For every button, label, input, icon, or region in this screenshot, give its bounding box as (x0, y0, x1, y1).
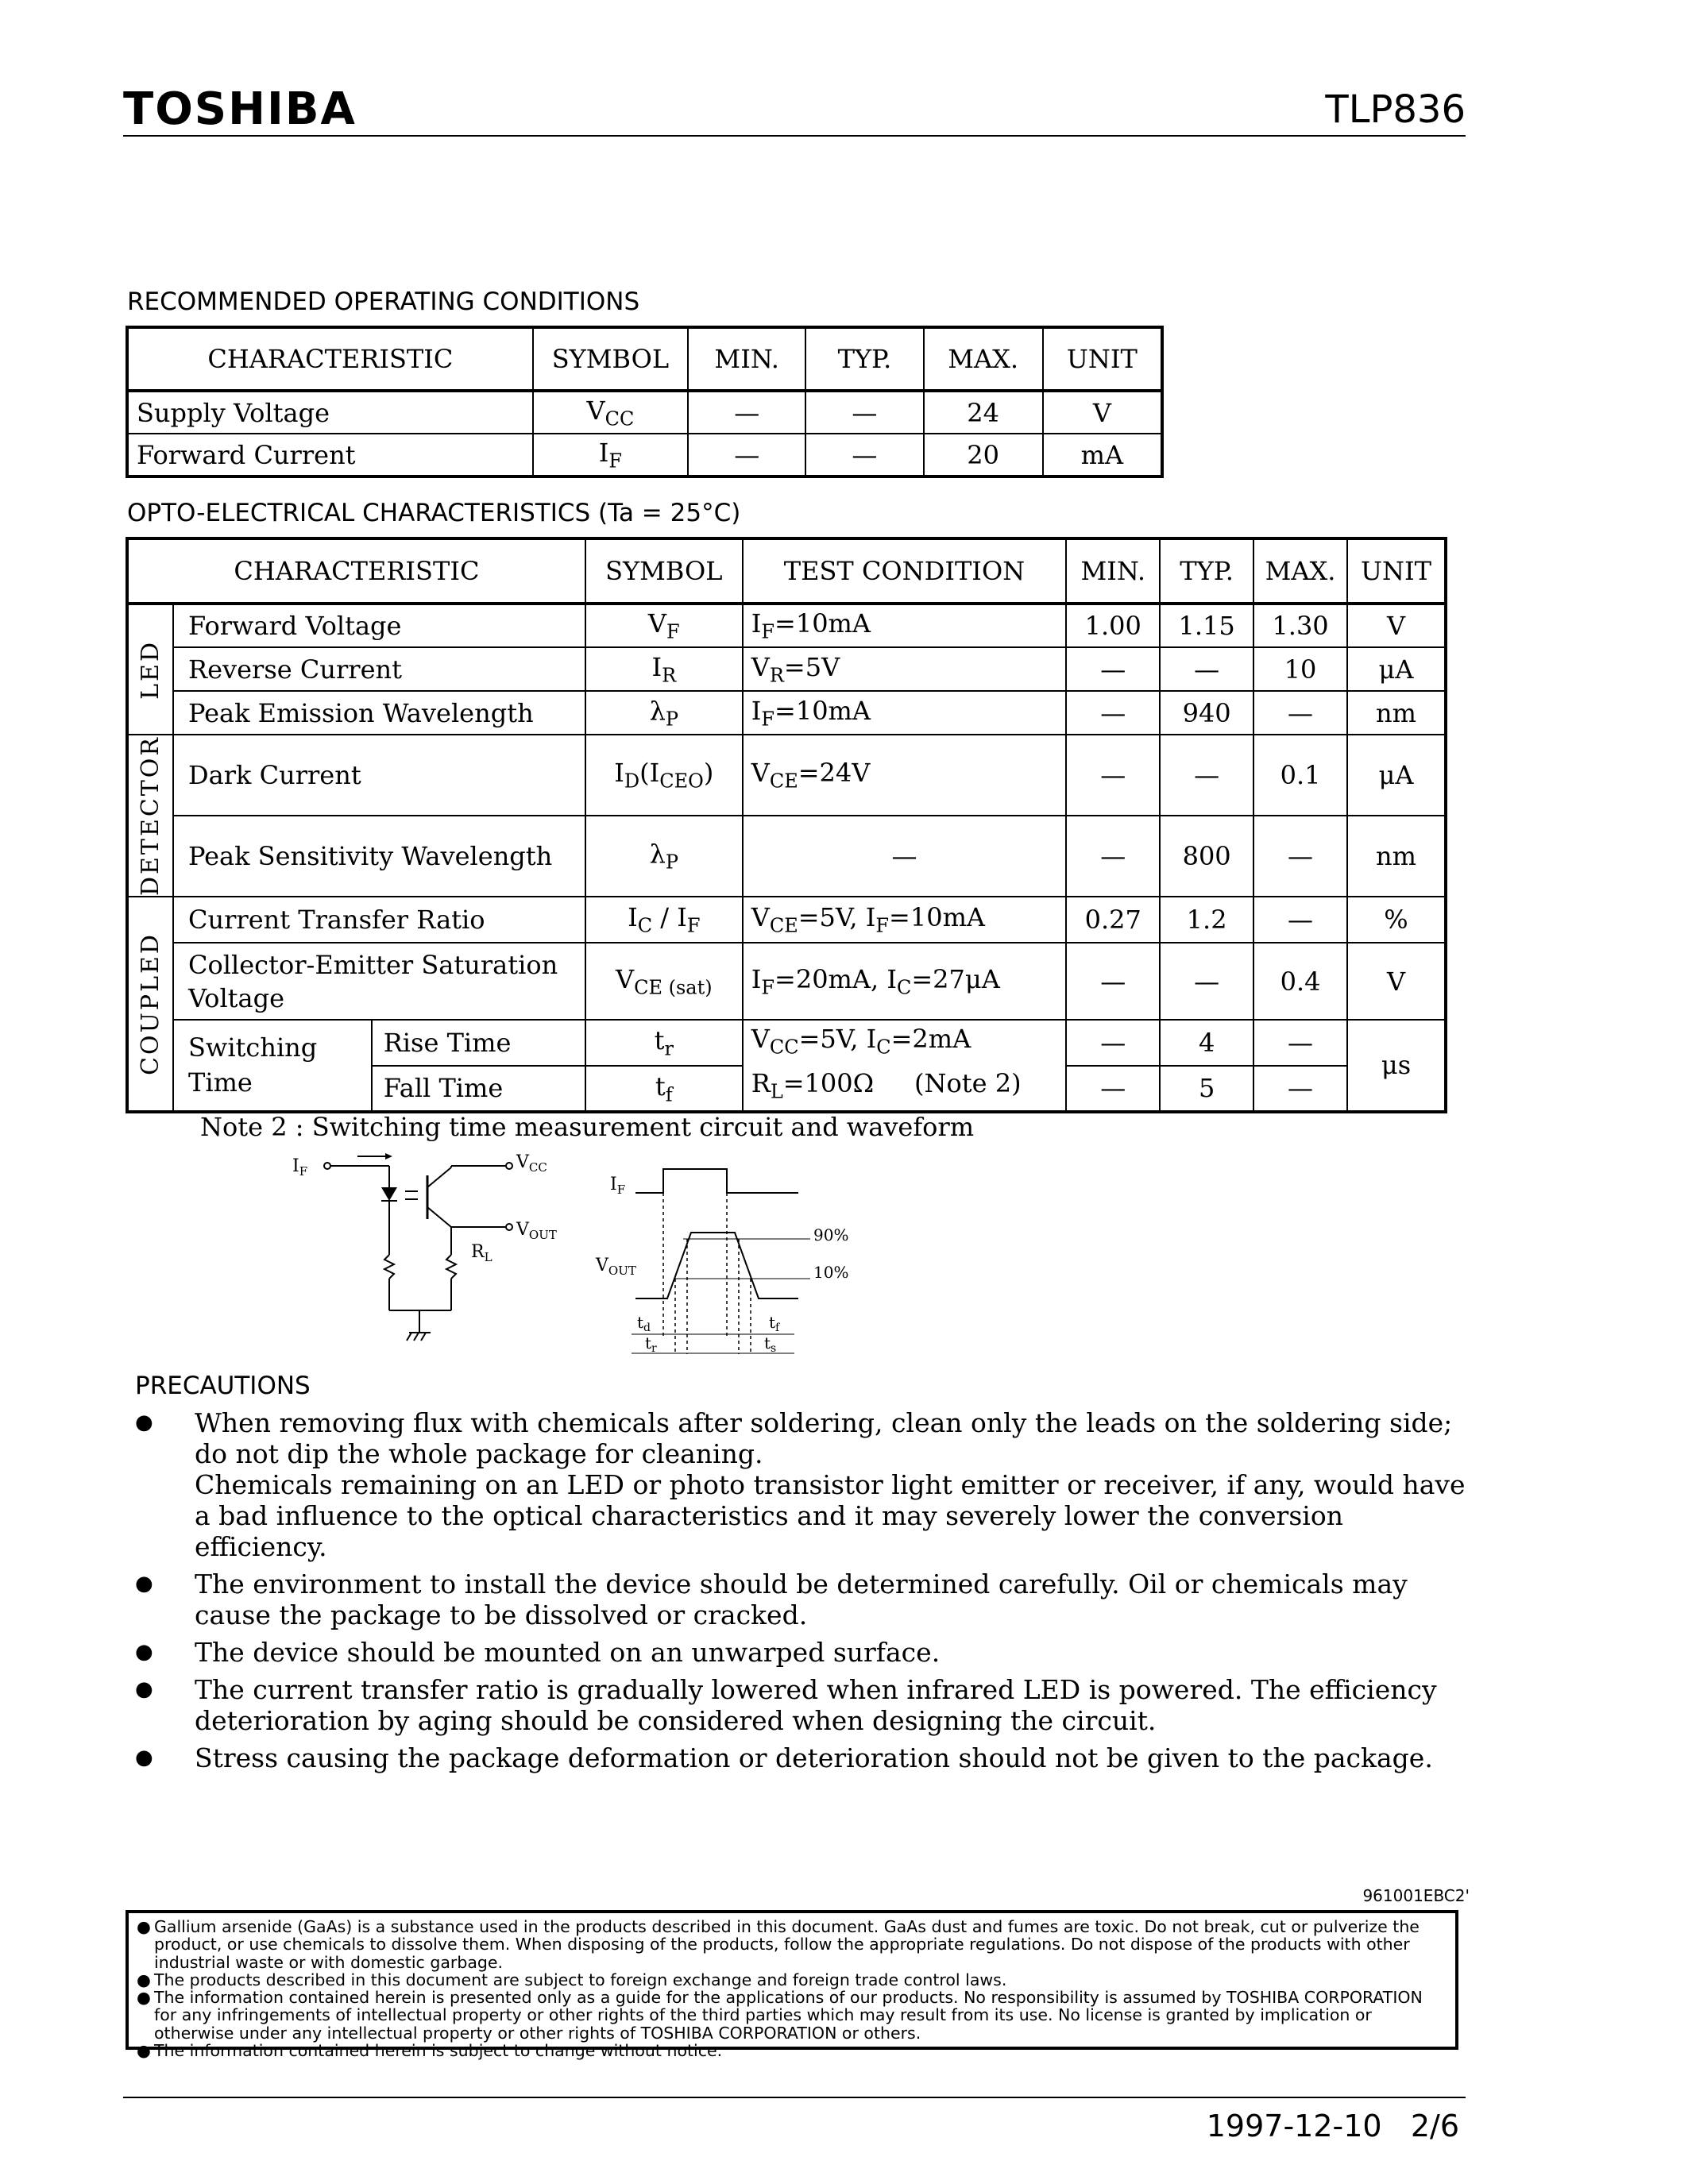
row-characteristic: Reverse Current (173, 647, 585, 691)
footer-date: 1997-12-10 (1206, 2109, 1382, 2143)
row-symbol: $\lambda_P$ (585, 691, 743, 735)
label-tr: $t_r$ (645, 1333, 657, 1355)
col-typ: TYP. (805, 327, 923, 391)
group-led: LED (127, 604, 173, 735)
row-symbol: $V_F$ (585, 604, 743, 647)
opto-table (126, 537, 1447, 1113)
row-min: — (1066, 691, 1160, 735)
row-typ: 5 (1160, 1066, 1253, 1112)
row-unit: V (1043, 391, 1162, 434)
rec-op-header-row (127, 327, 1162, 391)
table-row (127, 735, 1446, 816)
row-symbol: $V_{CE (sat)}$ (585, 943, 743, 1020)
col-max: MAX. (924, 327, 1043, 391)
row-max: — (1253, 1020, 1347, 1066)
precautions-list (135, 1407, 1470, 1780)
row-max: 0.4 (1253, 943, 1347, 1020)
row-symbol: $I_D(I_{CEO})$ (585, 735, 743, 816)
resistor-r1-icon (384, 1255, 394, 1279)
row-unit: % (1347, 897, 1446, 943)
circuit-label-rl: $R_L$ (471, 1242, 492, 1264)
bullet-icon: ● (135, 1410, 153, 1434)
row-max: — (1253, 691, 1347, 735)
row-unit: V (1347, 604, 1446, 647)
row-symbol: $t_r$ (585, 1020, 743, 1066)
row-subcharacteristic: Rise Time (372, 1020, 585, 1066)
header-rule (123, 135, 1466, 137)
bullet-icon: ● (137, 1917, 151, 1936)
circuit-label-vout: $V_{OUT}$ (516, 1220, 557, 1242)
bullet-icon: ● (137, 1970, 151, 1989)
row-symbol: $I_F$ (533, 434, 688, 477)
row-characteristic: Peak Emission Wavelength (173, 691, 585, 735)
row-symbol: $I_C / I_F$ (585, 897, 743, 943)
ground-hatch-2 (414, 1333, 419, 1341)
disclaimer-item: ● Gallium arsenide (GaAs) is a substance used in the products described in this document. GaAs dust and fumes are toxic. Do not break, cut or pulverize the product, or use chemicals to dissolve them. When disposing of the products, follow the appropriate regulations. Do not dispose of the products with other industrial waste or with domestic garbage. (137, 1917, 1420, 1972)
row-max: 20 (924, 434, 1043, 477)
row-characteristic: Collector-Emitter Saturation Voltage (173, 943, 585, 1020)
row-unit: μs (1347, 1020, 1446, 1112)
col-max: MAX. (1253, 538, 1347, 604)
switching-waveform-diagram (588, 1160, 858, 1366)
table-row (127, 434, 1162, 477)
footer-date-page (1207, 2109, 1459, 2143)
label-td: $t_d$ (637, 1313, 651, 1334)
precautions-title: PRECAUTIONS (135, 1372, 311, 1400)
row-characteristic: Switching Time (173, 1020, 372, 1112)
vcc-terminal (506, 1163, 512, 1169)
circuit-label-if: $I_F$ (292, 1156, 308, 1179)
row-condition: — (743, 816, 1067, 897)
bullet-icon: ● (135, 1572, 153, 1596)
row-max: — (1253, 897, 1347, 943)
row-min: — (688, 434, 805, 477)
row-min: — (1066, 647, 1160, 691)
table-row (127, 391, 1162, 434)
brand-logo: TOSHIBA (123, 83, 357, 135)
list-item: ● The environment to install the device should be determined carefully. Oil or chemicals may cause the package to be dissolved or cracked. (135, 1569, 1408, 1630)
bullet-icon: ● (137, 2041, 151, 2061)
row-symbol: $t_f$ (585, 1066, 743, 1112)
row-characteristic: Dark Current (173, 735, 585, 816)
list-item: ● The current transfer ratio is gradually lowered when infrared LED is powered. The efficiency deterioration by aging should be considered when designing the circuit. (135, 1674, 1437, 1736)
document-code: 961001EBC2' (1362, 1886, 1470, 1905)
part-number: TLP836 (1325, 87, 1466, 132)
row-typ: — (1160, 647, 1253, 691)
table-row (127, 1020, 1446, 1066)
phototransistor-emitter (427, 1207, 451, 1227)
row-max: 24 (924, 391, 1043, 434)
row-typ: — (805, 434, 923, 477)
row-unit: nm (1347, 816, 1446, 897)
waveform-label-if: $I_F$ (610, 1175, 626, 1197)
row-typ: 1.15 (1160, 604, 1253, 647)
col-test-condition: TEST CONDITION (743, 538, 1067, 604)
opto-title: OPTO-ELECTRICAL CHARACTERISTICS (Ta = 25°C) (127, 499, 741, 527)
row-max: — (1253, 1066, 1347, 1112)
row-typ: 940 (1160, 691, 1253, 735)
list-item: ● Stress causing the package deformation or deterioration should not be given to the package. (135, 1742, 1433, 1773)
row-symbol: $V_{CC}$ (533, 391, 688, 434)
row-condition: $V_{CE}=5V$, $I_F=10mA$ (743, 897, 1067, 943)
row-min: — (1066, 1066, 1160, 1112)
label-tf: $t_f$ (769, 1313, 780, 1334)
col-symbol: SYMBOL (533, 327, 688, 391)
measurement-circuit-diagram (286, 1144, 572, 1350)
label-90-percent: 90% (813, 1225, 849, 1244)
row-unit: μA (1347, 647, 1446, 691)
table-row (127, 691, 1446, 735)
row-characteristic: Current Transfer Ratio (173, 897, 585, 943)
resistor-rl-icon (446, 1255, 456, 1279)
bullet-icon: ● (137, 1988, 151, 2008)
row-typ: — (1160, 735, 1253, 816)
table-row (127, 604, 1446, 647)
col-characteristic: CHARACTERISTIC (127, 538, 585, 604)
list-item: ● The device should be mounted on an unwarped surface. (135, 1637, 941, 1668)
phototransistor-collector (427, 1167, 451, 1187)
row-unit: μA (1347, 735, 1446, 816)
row-min: — (1066, 735, 1160, 816)
col-typ: TYP. (1160, 538, 1253, 604)
table-row (127, 816, 1446, 897)
col-min: MIN. (688, 327, 805, 391)
row-typ: — (805, 391, 923, 434)
footer-rule (123, 2097, 1466, 2098)
col-min: MIN. (1066, 538, 1160, 604)
row-min: — (1066, 1020, 1160, 1066)
row-subcharacteristic: Fall Time (372, 1066, 585, 1112)
row-condition: $I_F=10mA$ (743, 691, 1067, 735)
row-max: 0.1 (1253, 735, 1347, 816)
disclaimer-item: ● The information contained herein is presented only as a guide for the applications of our products. No responsibility is assumed by TOSHIBA CORPORATION for any infringements of intellectual property or other rights of the third parties which may result from its use. No license is granted by implication or otherwise under any intellectual property or other rights of TOSHIBA CORPORATION or others. (137, 1988, 1423, 2043)
footer-page: 2/6 (1410, 2109, 1459, 2143)
row-characteristic: Forward Current (127, 434, 533, 477)
row-typ: — (1160, 943, 1253, 1020)
col-characteristic: CHARACTERISTIC (127, 327, 533, 391)
row-characteristic: Forward Voltage (173, 604, 585, 647)
disclaimer-box (126, 1910, 1458, 2061)
row-condition: $V_{CE}=24V$ (743, 735, 1067, 816)
row-unit: nm (1347, 691, 1446, 735)
row-min: — (688, 391, 805, 434)
row-condition: $I_F=10mA$ (743, 604, 1067, 647)
row-typ: 800 (1160, 816, 1253, 897)
row-characteristic: Supply Voltage (127, 391, 533, 434)
row-min: 0.27 (1066, 897, 1160, 943)
circuit-label-vcc: $V_{CC}$ (516, 1152, 547, 1175)
row-condition: $V_R=5V$ (743, 647, 1067, 691)
vout-terminal (506, 1224, 512, 1230)
list-item: ● When removing flux with chemicals after soldering, clean only the leads on the soldering side; do not dip the whole package for cleaning. Chemicals remaining on an LED or photo transistor light emitter or receiver, if any, would have a bad influence to the optical characteristics and it may severely lower the conversion efficiency. (135, 1407, 1466, 1562)
rec-op-title: RECOMMENDED OPERATING CONDITIONS (127, 287, 640, 316)
col-unit: UNIT (1347, 538, 1446, 604)
row-min: — (1066, 816, 1160, 897)
label-10-percent: 10% (813, 1263, 849, 1282)
row-condition: $I_F=20mA$, $I_C=27\mu A$ (743, 943, 1067, 1020)
waveform-label-vout: $V_{OUT}$ (596, 1256, 636, 1278)
row-typ: 1.2 (1160, 897, 1253, 943)
circuit-input-terminal (324, 1163, 330, 1169)
rec-op-table (126, 326, 1164, 478)
row-max: 10 (1253, 647, 1347, 691)
ground-hatch-3 (421, 1333, 426, 1341)
note-2: Note 2 : Switching time measurement circuit and waveform (200, 1112, 975, 1142)
row-unit: mA (1043, 434, 1162, 477)
opto-header-row (127, 538, 1446, 604)
row-unit: V (1347, 943, 1446, 1020)
row-condition: $V_{CC}=5V$, $I_C=2mA$ $R_L=100\Omega$ (Note 2) (743, 1020, 1067, 1112)
col-unit: UNIT (1043, 327, 1162, 391)
row-characteristic: Peak Sensitivity Wavelength (173, 816, 585, 897)
row-typ: 4 (1160, 1020, 1253, 1066)
table-row (127, 897, 1446, 943)
led-symbol-icon (381, 1187, 397, 1201)
row-symbol: $I_R$ (585, 647, 743, 691)
bullet-icon: ● (135, 1640, 153, 1664)
table-row (127, 943, 1446, 1020)
group-detector: DETECTOR (127, 735, 173, 897)
disclaimer-item: ● The products described in this document are subject to foreign exchange and foreign trade control laws. (137, 1970, 1007, 1989)
input-pulse-waveform (635, 1169, 798, 1193)
bullet-icon: ● (135, 1677, 153, 1701)
group-coupled: COUPLED (127, 897, 173, 1112)
col-symbol: SYMBOL (585, 538, 743, 604)
row-max: — (1253, 816, 1347, 897)
row-min: — (1066, 943, 1160, 1020)
bullet-icon: ● (135, 1746, 153, 1769)
output-waveform (635, 1233, 798, 1298)
row-max: 1.30 (1253, 604, 1347, 647)
table-row (127, 647, 1446, 691)
circuit-arrow-head (385, 1153, 392, 1160)
disclaimer-item: ● The information contained herein is subject to change without notice. (137, 2041, 723, 2061)
ground-hatch-1 (407, 1333, 411, 1341)
row-symbol: $\lambda_P$ (585, 816, 743, 897)
label-ts: $t_s$ (764, 1333, 777, 1355)
row-min: 1.00 (1066, 604, 1160, 647)
